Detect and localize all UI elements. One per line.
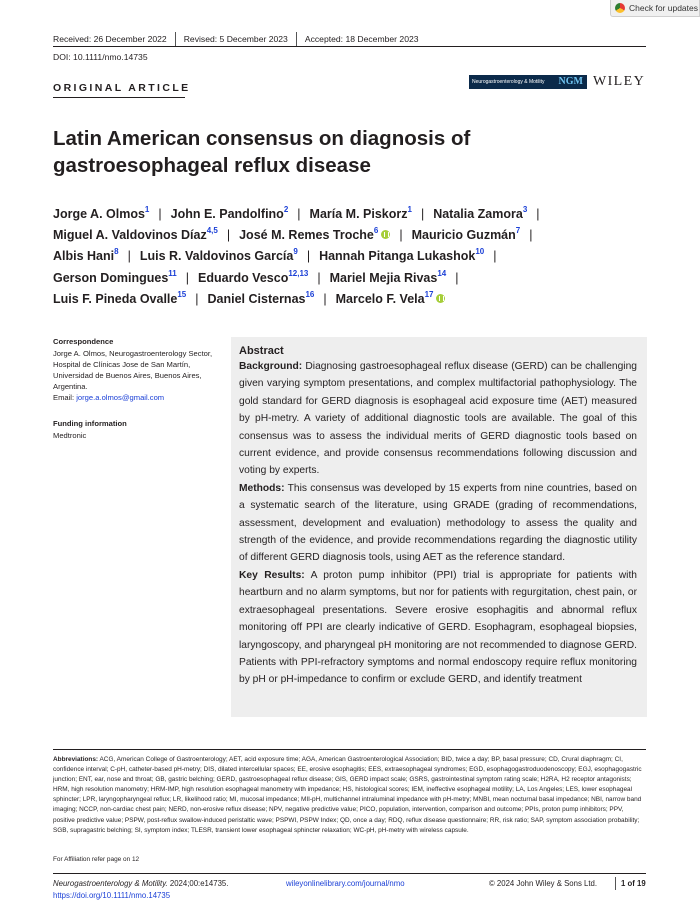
accepted-date: Accepted: 18 December 2023 <box>304 34 419 44</box>
footer-divider <box>615 877 616 890</box>
author-separator: | <box>455 270 459 285</box>
revised-date: Revised: 5 December 2023 <box>183 34 288 44</box>
author-name[interactable] <box>198 268 309 285</box>
affiliation-number[interactable]: 1 <box>407 205 412 214</box>
author-name-text: Gerson Domingues <box>53 270 169 285</box>
correspondence-email-link[interactable]: jorge.a.olmos@gmail.com <box>76 393 165 402</box>
abstract-background <box>239 358 637 480</box>
abstract-section-label: Key Results: <box>239 569 305 581</box>
abstract-section-text: Diagnosing gastroesophageal reflux disease (GERD) can be challenging given varying symptom presentations, and complex multifactorial pathophysiology. The gold standard for GERD diagnosis is esophageal acid exposure time (AET) measured by pH-metry. A variety of additional diagnostic tools are available. The goal of this consensus was to assess the individual merits of GERD diagnostic tools based on current evidence, and provide consensus recommendations following discussion and voting by experts. <box>239 361 637 477</box>
footer-rule <box>53 873 646 874</box>
author-name-text: Marcelo F. Vela <box>335 291 425 306</box>
orcid-icon[interactable] <box>436 294 445 303</box>
correspondence-text <box>53 348 218 403</box>
author-name[interactable] <box>239 228 390 242</box>
author-name-text: José M. Remes Troche <box>239 228 374 243</box>
journal-logo-text: Neurogastroenterology & Motility <box>472 79 545 85</box>
abbreviations-rule <box>53 749 646 750</box>
author-name-text: Luis R. Valdovinos García <box>139 249 294 264</box>
footer-copyright: © 2024 John Wiley & Sons Ltd. <box>489 879 598 888</box>
author-separator: | <box>195 291 199 306</box>
funding-label: Funding information <box>53 419 127 428</box>
abstract-section-label: Background: <box>239 361 303 372</box>
author-name[interactable] <box>53 289 187 306</box>
author-separator: | <box>399 228 403 243</box>
journal-logo <box>469 75 587 89</box>
author-name-text: Miguel A. Valdovinos Díaz <box>53 228 207 243</box>
publisher-logo: WILEY <box>593 74 646 89</box>
check-for-updates-label: Check for updates <box>629 3 698 13</box>
author-name-text: Eduardo Vesco <box>198 270 289 285</box>
author-name[interactable] <box>319 249 484 263</box>
divider <box>296 32 297 46</box>
author-name-text: Daniel Cisternas <box>207 291 306 306</box>
abstract-title: Abstract <box>239 345 284 357</box>
author-name[interactable] <box>335 289 446 306</box>
correspondence-address: Jorge A. Olmos, Neurogastroenterology Sector, Hospital de Clínicas Jose de San Martín, Universidad de Buenos Aires, Buenos Aires, Argentina. <box>53 349 213 391</box>
received-date: Received: 26 December 2022 <box>53 34 167 44</box>
author-separator: | <box>317 270 321 285</box>
affiliation-note: For Affiliation refer page on 12 <box>53 856 140 863</box>
affiliation-number[interactable]: 1 <box>144 205 150 214</box>
doi: DOI: 10.1111/nmo.14735 <box>53 52 148 62</box>
crossmark-icon <box>615 3 625 13</box>
author-name[interactable] <box>207 289 315 306</box>
author-separator: | <box>420 207 425 221</box>
author-name-text: John E. Pandolfino <box>170 207 284 221</box>
author-name[interactable] <box>53 249 119 263</box>
author-name[interactable] <box>53 228 218 242</box>
affiliation-number[interactable]: 11 <box>168 268 177 278</box>
footer-journal-name: Neurogastroenterology & Motility. <box>53 879 168 888</box>
author-list <box>53 204 653 310</box>
author-name[interactable] <box>329 268 447 285</box>
footer-volume: 2024;00:e14735. <box>167 879 229 888</box>
abstract-section-text: A proton pump inhibitor (PPI) trial is appropriate for patients with heartburn and no alarm symptoms, but nor for patients with regurgitation, chest pain, or extraesophageal presentations. Severe erosive esophagitis and abnormal reflux monitoring off PPI are clearly indicative of GERD. Esophagram, esophageal biopsies, laryngoscopy, and pharyngeal pH monitoring are not recommended to diagnose GERD. Patients with PPI-refractory symptoms and normal endoscopy require reflux monitoring by pH or pH-impedance to confirm or exclude GERD, and identify treatment <box>239 569 637 686</box>
footer-citation <box>53 879 228 888</box>
affiliation-number[interactable]: 2 <box>283 205 289 214</box>
author-separator: | <box>297 207 301 221</box>
author-separator: | <box>158 207 162 221</box>
affiliation-number[interactable]: 17 <box>424 289 434 299</box>
article-type: ORIGINAL ARTICLE <box>53 82 191 94</box>
article-title: Latin American consensus on diagnosis of gastroesophageal reflux disease <box>53 127 471 177</box>
abstract-key-results <box>239 567 637 689</box>
author-separator: | <box>306 249 311 264</box>
author-name[interactable] <box>171 207 289 221</box>
abstract-section-text: This consensus was developed by 15 experts from nine countries, based on a systematic search of the literature, using GRADE (grading of recommendations, assessment, development and evaluation) methodology to assess the quality and strength of the evidence, and provide recommendations regarding the diagnostic utility of different GERD diagnosis tools, using AET as the reference standard. <box>239 482 637 564</box>
footer-doi-link[interactable]: https://doi.org/10.1111/nmo.14735 <box>53 891 171 900</box>
author-separator: | <box>493 249 497 264</box>
author-name-text: Mauricio Guzmán <box>411 228 516 243</box>
affiliation-number[interactable]: 12,13 <box>288 268 309 278</box>
affiliation-number[interactable]: 3 <box>522 205 528 214</box>
author-name[interactable] <box>53 207 149 221</box>
affiliation-number[interactable]: 8 <box>114 247 119 257</box>
affiliation-number[interactable]: 10 <box>475 247 485 257</box>
abstract-section-label: Methods: <box>239 482 285 494</box>
article-type-rule <box>53 97 185 98</box>
author-name[interactable] <box>310 207 412 221</box>
author-name[interactable] <box>433 207 527 221</box>
author-name-text: Hannah Pitanga Lukashok <box>319 249 476 264</box>
affiliation-number[interactable]: 7 <box>515 226 521 236</box>
affiliation-number[interactable]: 14 <box>437 268 447 278</box>
email-label: Email: <box>53 393 75 402</box>
abbreviations-text: ACG, American College of Gastroenterology; AET, acid exposure time; AGA, American Gastroenterological Association; BID, twice a day; BP, basal pressure; CD, Crural diaphragm; CI, confidence interval; C-pH, catheter-based pH-metry; DIS, dilated intercellular spaces; EE, erosive esophagitis; EES, extraesophageal syndromes; EGD, esophagogastroduodenoscopy; EGJ, esophagogastric junction; ENT, ear, nose and throat; GB, gastric belching; GERD, gastroesophageal reflux disease; GIS, GERD impact scale; GSRS, gastrointestinal symptom rating scale; H2RA, H2 receptor antagonists; HRM, high resolution manometry; HRM-IMP, high resolution esophageal manometry with impedance; HS, histological scores; IEM, ineffective esophageal motility; LA, Los Angeles; LES, lower esophageal sphincter; LPR, laryngopharyngeal reflux; LR, likelihood ratio; MI, mucosal impedance; MII-pH, multichannel intraluminal impedance with pH-metry; MNBI, mean nocturnal basal impedance; NBI, narrow band imaging; NCCP, non-cardiac chest pain; NERD, non-erosive reflux disease; NPV, negative predictive value; PICO, population, intervention, comparison and outcome; PPIs, proton pump inhibitors; PPV, positive predictive value; PSPW, post-reflux swallow-induced peristaltic wave; PSPWI, PSPW Index; QD, once a day; RDQ, reflux disease questionnaire; RR, risk ratio; SAP, symptom association probability; SGB, supragastric belching; SI, symptom index; TLESR, transient lower esophageal sphincter relaxation; WC-pH, pH-metry with wireless capsule. <box>53 756 642 834</box>
header-rule <box>53 46 646 47</box>
author-name-text: Albis Hani <box>53 249 115 264</box>
author-name[interactable] <box>53 268 177 285</box>
footer-website-link[interactable]: wileyonlinelibrary.com/journal/nmo <box>286 879 405 888</box>
affiliation-number[interactable]: 16 <box>305 289 315 299</box>
journal-logo-abbrev: NGM <box>558 76 583 87</box>
author-separator: | <box>529 228 533 243</box>
abbreviations <box>53 755 646 836</box>
orcid-icon[interactable] <box>381 230 390 239</box>
author-name-text: Luis F. Pineda Ovalle <box>53 291 178 306</box>
author-separator: | <box>185 270 190 285</box>
correspondence-label: Correspondence <box>53 337 114 346</box>
affiliation-number[interactable]: 4,5 <box>206 226 218 236</box>
author-separator: | <box>536 207 540 221</box>
abstract-body <box>239 358 637 689</box>
author-separator: | <box>226 228 231 243</box>
author-name-text: Mariel Mejia Rivas <box>329 270 438 285</box>
divider <box>175 32 176 46</box>
check-for-updates-button[interactable] <box>610 0 700 17</box>
affiliation-number[interactable]: 9 <box>293 247 298 257</box>
funding-text: Medtronic <box>53 431 87 440</box>
abbreviations-label: Abbreviations: <box>53 756 99 763</box>
affiliation-number[interactable]: 15 <box>177 289 187 299</box>
author-name-text: Natalia Zamora <box>433 207 523 221</box>
page-number: 1 of 19 <box>621 879 646 888</box>
abstract-methods <box>239 480 637 567</box>
affiliation-number[interactable]: 6 <box>373 226 379 236</box>
author-name-text: Jorge A. Olmos <box>53 207 145 221</box>
author-separator: | <box>127 249 131 264</box>
author-name-text: María M. Piskorz <box>309 207 408 221</box>
author-name[interactable] <box>140 249 298 263</box>
author-name[interactable] <box>412 228 521 242</box>
author-separator: | <box>323 291 327 306</box>
